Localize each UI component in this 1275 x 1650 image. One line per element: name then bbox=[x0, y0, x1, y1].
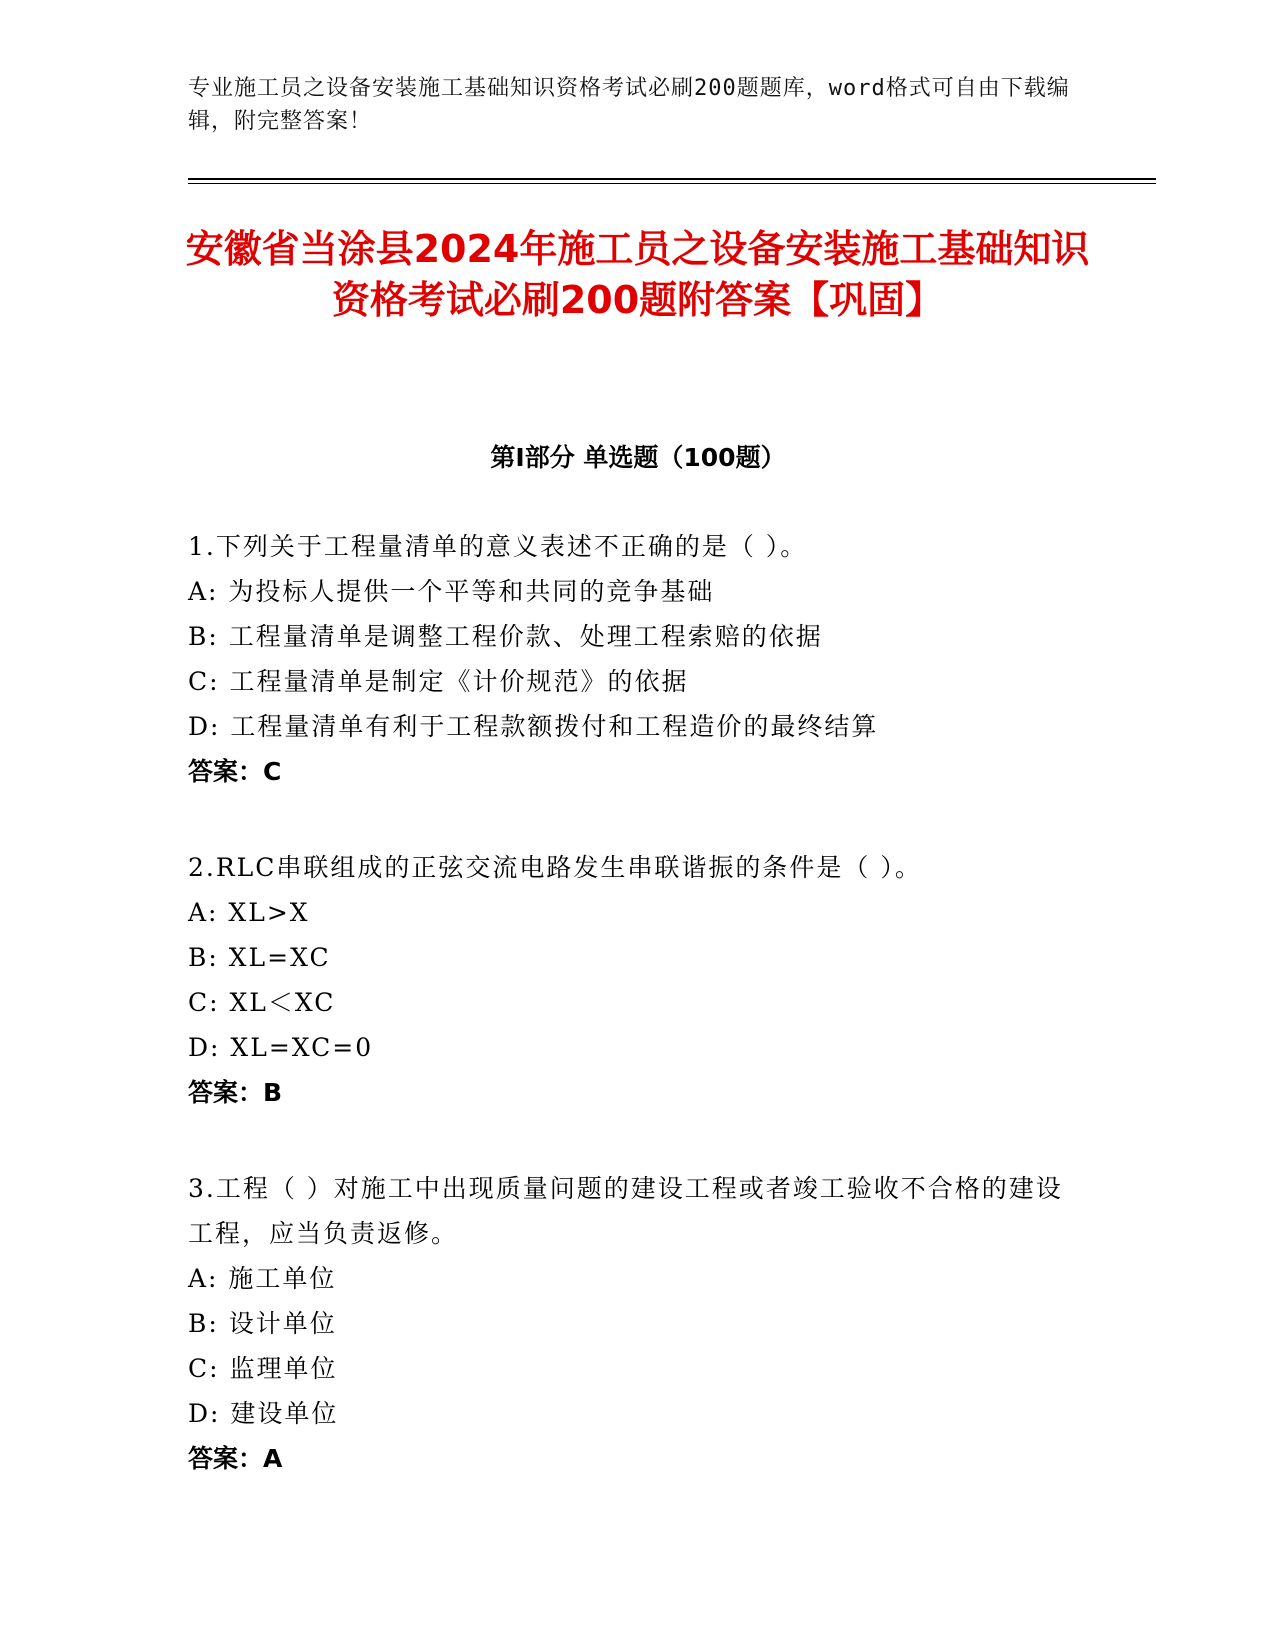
section-heading: 第I部分 单选题（100题） bbox=[490, 443, 786, 472]
option-b: B: 设计单位 bbox=[188, 1309, 337, 1338]
option-a: A: 为投标人提供一个平等和共同的竞争基础 bbox=[188, 577, 715, 606]
header-note: 专业施工员之设备安装施工基础知识资格考试必刷200题题库，word格式可自由下载编辑，附完整答案！ bbox=[188, 76, 1070, 134]
option-c: C: 监理单位 bbox=[188, 1354, 338, 1383]
option-d: D: 建设单位 bbox=[188, 1399, 339, 1428]
option-c: C: XL＜XC bbox=[188, 988, 336, 1017]
header-rule-thick bbox=[188, 178, 1156, 180]
option-c: C: 工程量清单是制定《计价规范》的依据 bbox=[188, 667, 689, 696]
answer: 答案：B bbox=[188, 1078, 283, 1107]
option-b: B: 工程量清单是调整工程价款、处理工程索赔的依据 bbox=[188, 622, 823, 651]
question-stem: 1.下列关于工程量清单的意义表述不正确的是（ ）。 bbox=[188, 532, 808, 561]
option-b: B: XL=XC bbox=[188, 943, 331, 972]
document-title: 安徽省当涂县2024年施工员之设备安装施工基础知识资格考试必刷200题附答案【巩固】 bbox=[185, 227, 1090, 322]
question-1 bbox=[188, 524, 1088, 794]
question-stem: 2.RLC串联组成的正弦交流电路发生串联谐振的条件是（ ）。 bbox=[188, 853, 922, 882]
answer: 答案：A bbox=[188, 1444, 283, 1473]
question-2 bbox=[188, 845, 1088, 1115]
header-rule-thin bbox=[188, 183, 1156, 184]
option-d: D: 工程量清单有利于工程款额拨付和工程造价的最终结算 bbox=[188, 712, 879, 741]
option-d: D: XL=XC=0 bbox=[188, 1033, 374, 1062]
option-a: A: 施工单位 bbox=[188, 1264, 337, 1293]
answer: 答案：C bbox=[188, 757, 282, 786]
option-a: A: XL>X bbox=[188, 898, 310, 927]
question-3 bbox=[188, 1166, 1088, 1481]
question-stem: 3.工程（ ）对施工中出现质量问题的建设工程或者竣工验收不合格的建设工程，应当负责返修。 bbox=[188, 1174, 1063, 1248]
